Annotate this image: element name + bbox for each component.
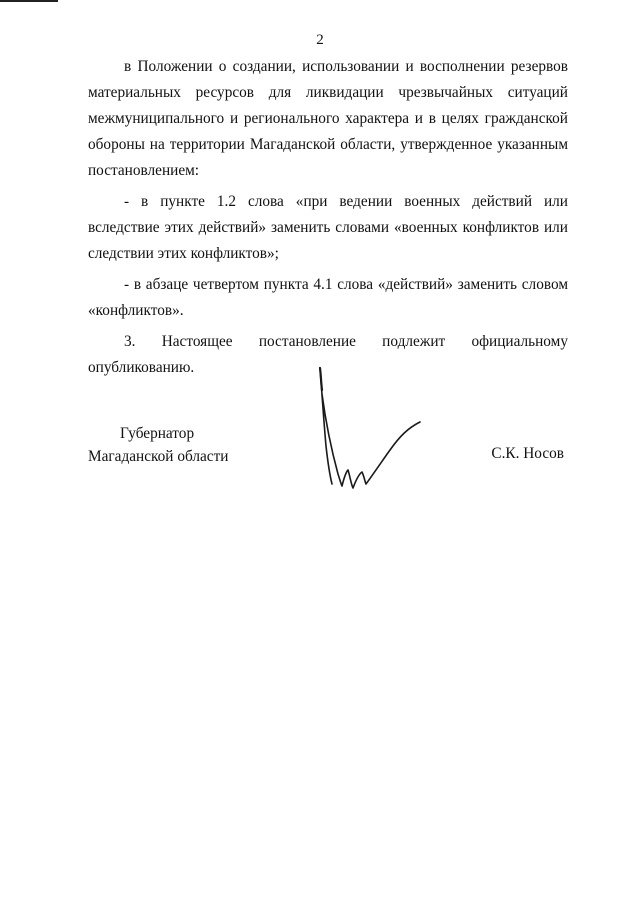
handwritten-signature (308, 364, 438, 504)
paragraph-regulation: в Положении о создании, использовании и восполнении резервов материальных ресурсов для ликвидации чрезвычайных ситуаций межмуниципального и регионального характера и в целях гражданской обороны на территории Магаданской области, утвержденное указанным постановлением: (88, 58, 568, 179)
paragraph-item-1-2: - в пункте 1.2 слова «при ведении военных действий или вследствие этих действий» заменить словами «военных конфликтов или следствии этих конфликтов»; (88, 193, 568, 262)
paragraph-item-4-1: - в абзаце четвертом пункта 4.1 слова «действий» заменить словом «конфликтов». (88, 276, 568, 319)
paragraph-publication: 3. Настоящее постановление подлежит официальному опубликованию. (88, 333, 568, 376)
signatory-region: Магаданской области (88, 448, 229, 465)
signatory-position: Губернатор (120, 425, 195, 442)
signatory-name: С.К. Носов (491, 445, 564, 462)
page-number: 2 (316, 32, 324, 48)
document-body (88, 54, 568, 386)
signatory-title (88, 422, 228, 468)
top-rule (0, 0, 58, 2)
